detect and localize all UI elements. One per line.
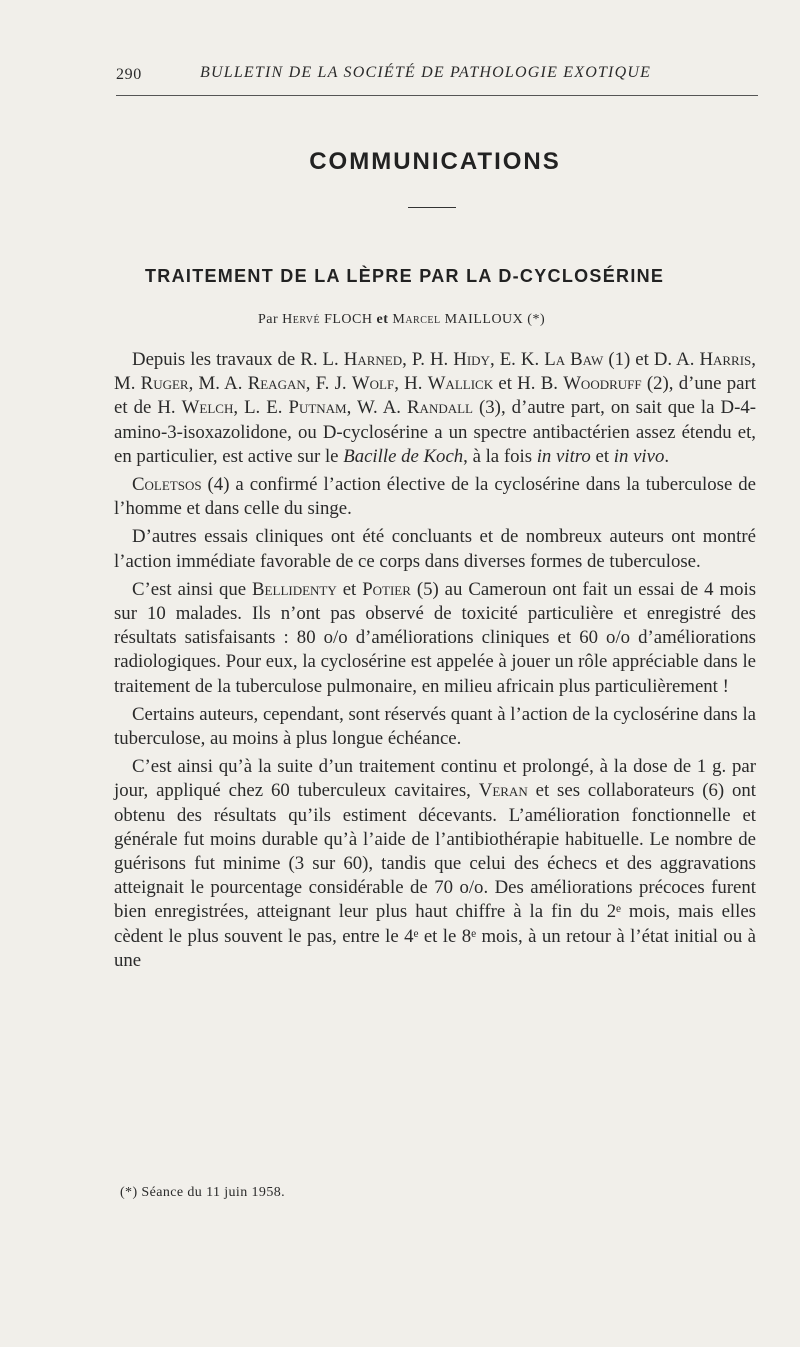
author-name: Veran <box>478 780 528 802</box>
text-run: . <box>664 445 670 467</box>
author-name: Woodruff <box>563 373 642 395</box>
paragraph <box>114 473 756 521</box>
article-title: TRAITEMENT DE LA LÈPRE PAR LA D-CYCLOSÉRINE <box>145 266 665 286</box>
text-run: , à la fois <box>463 445 537 467</box>
text-run: C’est ainsi qu’à la suite d’un traitement continu et prolongé, à la dose de 1 g. par jour, appliqué chez 60 tuberculeux cavitaires, <box>114 756 756 802</box>
text-run: C’est ainsi que <box>132 578 253 600</box>
text-run: et <box>336 578 363 600</box>
italic-text: Bacille de Koch <box>343 445 464 467</box>
author1-last-name: FLOCH <box>324 312 373 327</box>
italic-text: in vivo <box>613 445 665 467</box>
author-name: Harris <box>699 349 752 370</box>
section-title: COMMUNICATIONS <box>309 148 561 175</box>
text-run: (1) et D. A. <box>603 349 700 370</box>
running-head <box>116 64 758 94</box>
author-name: Hidy <box>453 349 490 370</box>
text-run: , E. K. <box>489 349 545 370</box>
header-rule <box>116 95 758 96</box>
text-run: Depuis les travaux de R. L. <box>132 349 344 370</box>
paragraph <box>114 755 756 973</box>
journal-title: BULLETIN DE LA SOCIÉTÉ DE PATHOLOGIE EXOTIQUE <box>200 64 652 81</box>
text-run: (3), d’autre part, on sait que la D-4-amino-3-isoxazolidone, ou D-cyclosérine a un spectre antibactérien assez étendu et, en particulier, est active sur le <box>114 397 756 467</box>
text-run: (5) au Cameroun ont fait un essai de 4 mois sur 10 malades. Ils n’ont pas observé de toxicité particulière et enregistré des résultats satisfaisants : 80 o/o d’améliorations cliniques et 60 o/o d’améliorations radiologiques. Pour eux, la cyclosérine est appelée à jouer un rôle appréciable dans le traitement de la tuberculose pulmonaire, en milieu africain plus particulièrement ! <box>114 578 757 697</box>
paragraph <box>114 348 756 469</box>
author-name: La Baw <box>544 349 604 370</box>
author-name: Potier <box>362 578 411 600</box>
footnote: (*) Séance du 11 juin 1958. <box>120 1185 286 1200</box>
text-run: Certains auteurs, cependant, sont réservés quant à l’action de la cyclosérine dans la tuberculose, au moins à plus longue échéance. <box>114 703 756 750</box>
text-run: et H. B. <box>493 373 564 395</box>
author1-first-name: Hervé <box>282 312 321 327</box>
byline <box>258 312 678 328</box>
text-run: , L. E. <box>233 397 289 419</box>
text-run: et <box>590 445 614 467</box>
author2-first-name: Marcel <box>392 312 441 327</box>
author-name: Reagan <box>247 373 306 395</box>
author2-last-name: MAILLOUX <box>444 312 524 327</box>
author-name: Coletsos <box>132 474 202 496</box>
text-run: et ses collaborateurs (6) ont obtenu des résultats qu’ils estiment décevants. L’amélioration fonctionnelle et générale fut moins durable qu’à l’aide de l’antibiothérapie habituelle. Le nombre de guérisons fut minime (3 sur 60), tandis que celui des échecs et des aggravations atteignait le pourcentage considérable de 70 o/o. Des améliorations précoces furent bien enregistrées, atteignant leur plus haut chiffre à la fin du 2ᵉ mois, mais elles cèdent le plus souvent le pas, entre le 4ᵉ et le 8ᵉ mois, à un retour à l’état initial ou à une <box>114 780 756 971</box>
text-run: , H. <box>394 373 428 395</box>
text-run: , W. A. <box>346 397 408 419</box>
paragraph <box>114 578 756 699</box>
text-run: D’autres essais cliniques ont été concluants et de nombreux auteurs ont montré l’action immédiate favorable de ce corps dans diverses formes de tuberculose. <box>114 526 756 572</box>
text-run: , P. H. <box>402 349 454 370</box>
author-name: Harned <box>343 349 403 370</box>
byline-par: Par <box>258 312 279 327</box>
text-run: , F. J. <box>305 373 352 395</box>
paragraph <box>114 703 756 751</box>
article-body <box>114 348 756 977</box>
paragraph <box>114 525 756 573</box>
author-name: Bellidenty <box>252 578 337 600</box>
text-run: (4) a confirmé l’action élective de la cyclosérine dans la tuberculose de l’homme et dans celle du singe. <box>114 474 756 520</box>
byline-conjunction: et <box>376 312 389 327</box>
page-number: 290 <box>116 66 142 83</box>
text-run: (2), d’une part et de H. <box>114 373 756 419</box>
footnote-mark: (*) <box>527 312 546 327</box>
author-name: Randall <box>407 397 473 419</box>
author-name: Putnam <box>288 397 347 419</box>
author-name: Ruger <box>140 373 189 395</box>
text-run: , M. <box>114 349 756 395</box>
author-name: Wallick <box>427 373 494 395</box>
italic-text: in vitro <box>536 445 591 467</box>
section-divider <box>408 207 456 208</box>
author-name: Wolf <box>351 373 395 395</box>
author-name: Welch <box>181 397 234 419</box>
text-run: , M. A. <box>188 373 248 395</box>
